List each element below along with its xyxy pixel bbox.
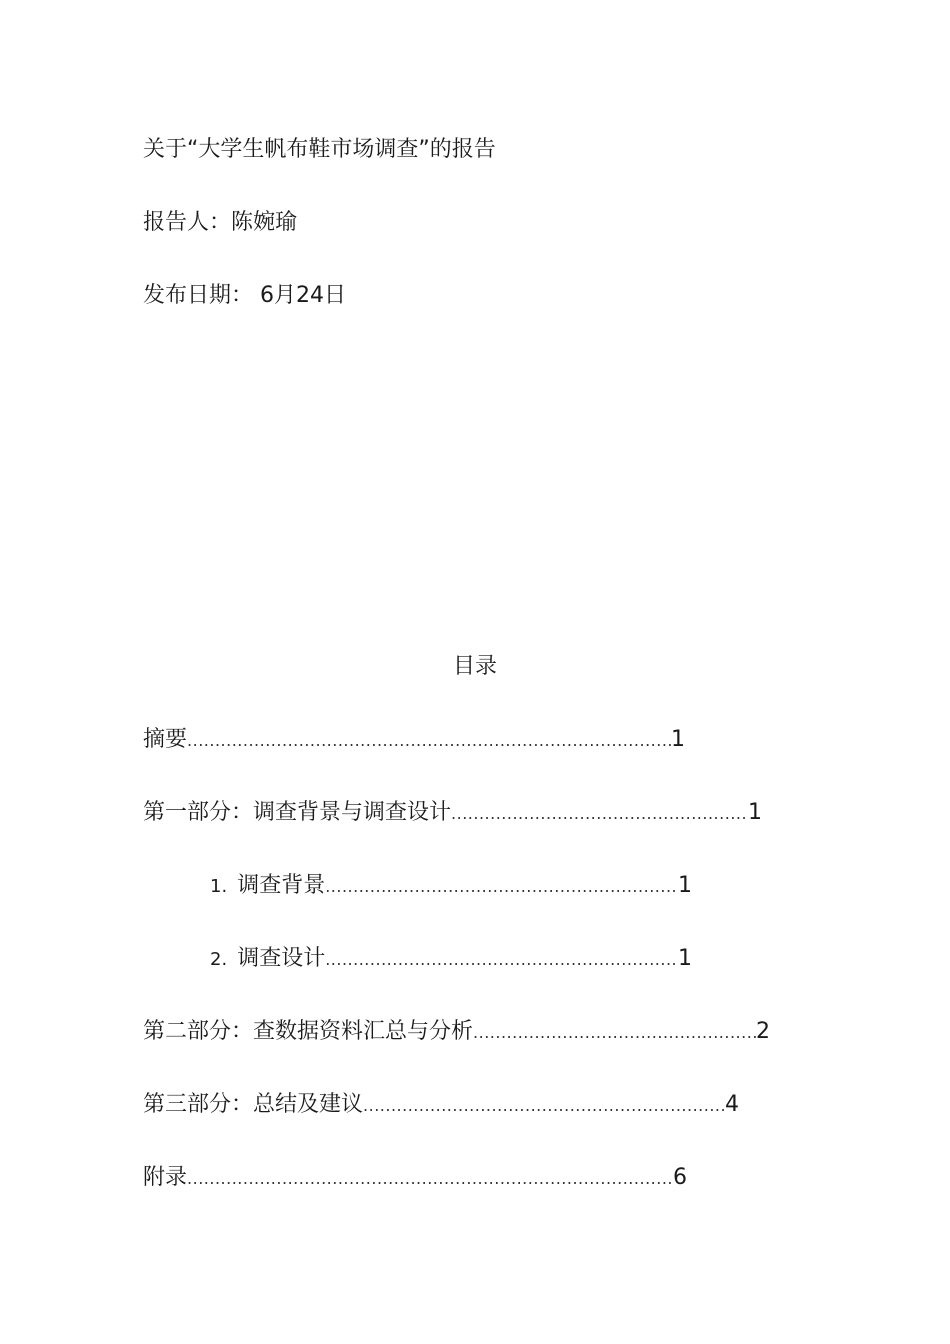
toc-entry-background[interactable] <box>210 871 692 902</box>
toc-entry-appendix[interactable] <box>143 1163 687 1194</box>
reporter-line: 报告人：陈婉瑜 <box>143 210 298 235</box>
toc-entry-part-two[interactable] <box>143 1017 770 1048</box>
toc-entry-design[interactable] <box>210 944 692 975</box>
toc-leader <box>473 1018 756 1048</box>
toc-entry-number: 2. <box>210 949 228 970</box>
toc-page-number: 2 <box>756 1019 770 1044</box>
toc-page-number: 6 <box>673 1165 687 1190</box>
toc-entry-label: 摘要 <box>143 727 188 752</box>
toc-leader <box>187 1164 673 1194</box>
toc-entry-label: 调查设计 <box>237 946 326 971</box>
publish-date: 发布日期： 6月24日 <box>143 283 346 308</box>
toc-entry-label: 附录 <box>143 1165 188 1190</box>
toc-entry-label: 第一部分：调查背景与调查设计 <box>143 800 452 825</box>
toc-leader <box>325 945 678 975</box>
toc-entry-abstract[interactable] <box>143 725 685 756</box>
toc-page-number: 1 <box>671 727 685 752</box>
toc-page-number: 4 <box>725 1092 739 1117</box>
toc-leader <box>325 872 678 902</box>
report-title: 关于“大学生帆布鞋市场调查”的报告 <box>143 137 496 162</box>
toc-leader <box>187 726 671 756</box>
toc-entry-label: 第三部分：总结及建议 <box>143 1092 364 1117</box>
toc-page-number: 1 <box>678 946 692 971</box>
toc-heading: 目录 <box>452 654 497 679</box>
toc-entry-number: 1. <box>210 876 228 897</box>
toc-page-number: 1 <box>678 873 692 898</box>
toc-entry-part-three[interactable] <box>143 1090 739 1121</box>
toc-leader <box>451 799 748 829</box>
toc-entry-label: 调查背景 <box>237 873 326 898</box>
toc-entry-part-one[interactable] <box>143 798 762 829</box>
toc-leader <box>363 1091 725 1121</box>
toc-page-number: 1 <box>748 800 762 825</box>
toc-entry-label: 第二部分：查数据资料汇总与分析 <box>143 1019 474 1044</box>
